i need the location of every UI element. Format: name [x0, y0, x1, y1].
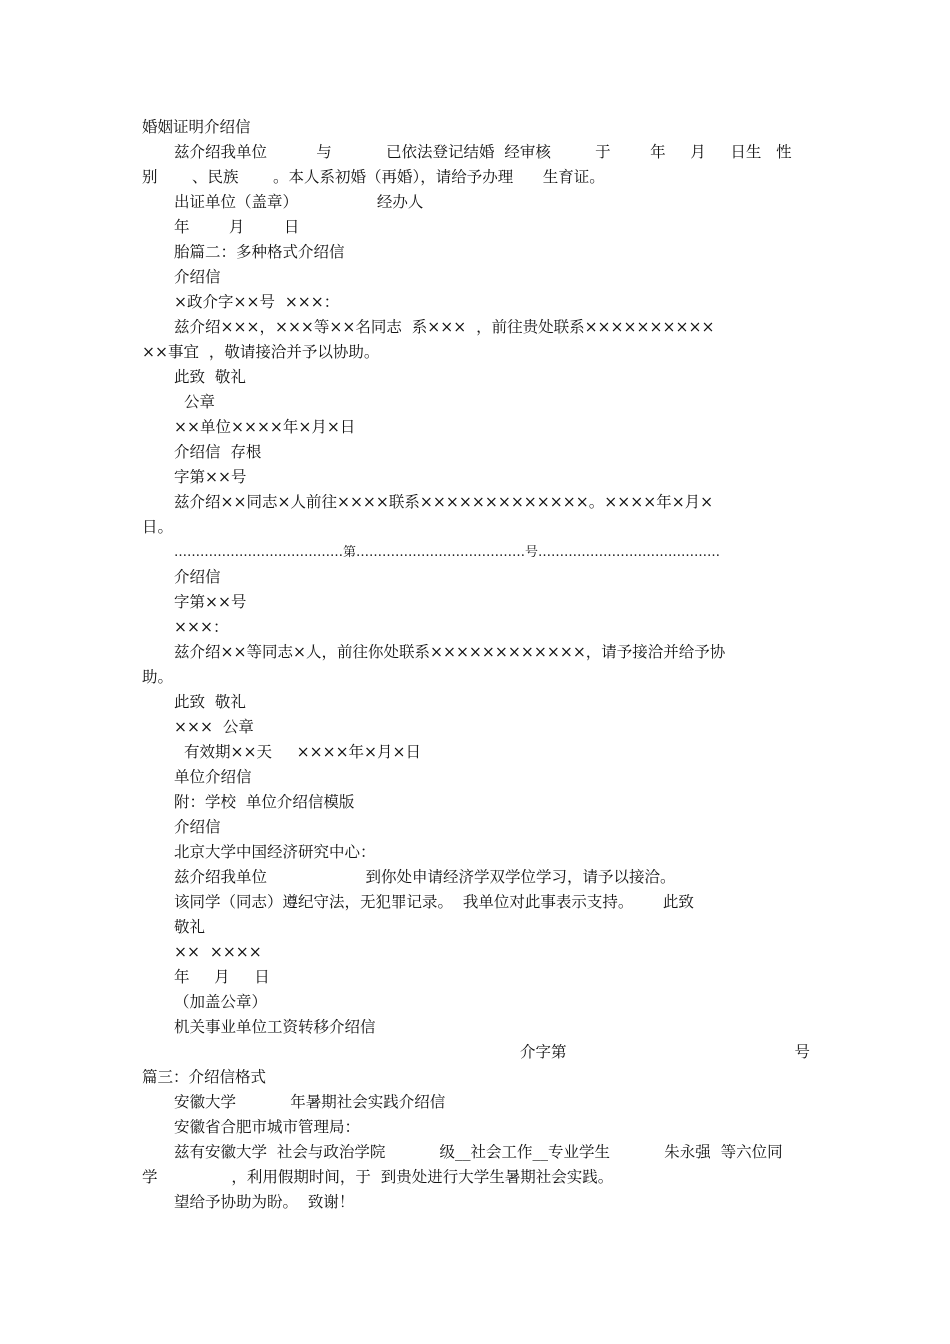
letter-title: 介绍信 — [174, 268, 221, 286]
reference-line: 字第××号 — [174, 468, 247, 486]
closing-line: 敬礼 — [174, 918, 206, 936]
unit-date-line: ××单位××××年×月×日 — [174, 418, 356, 436]
paragraph-line: 兹有安徽大学 社会与政治学院 级__社会工作__专业学生 朱永强 等六位同 — [174, 1143, 783, 1161]
salutation-line: 此致 敬礼 — [174, 368, 246, 386]
letter-title: 介绍信 — [174, 818, 221, 836]
number-row-char: 号 — [794, 1043, 810, 1061]
closing-line: 望给予协助为盼。 致谢！ — [174, 1193, 355, 1211]
salutation-line: 此致 敬礼 — [174, 693, 246, 711]
perforation-line: …………………………………第…………………………………号…………………………………… — [174, 545, 720, 560]
paragraph-line: 兹介绍×××，×××等××名同志 系××× ，前往贵处联系×××××××××× — [174, 318, 715, 336]
stub-title: 介绍信 存根 — [174, 443, 262, 461]
paragraph-line: 兹介绍××同志×人前往××××联系×××××××××××××。××××年×月× — [174, 493, 714, 511]
paragraph-line: 日。 — [142, 518, 174, 536]
date-line: 年 月 日 — [174, 218, 300, 236]
validity-line: 有效期××天 ××××年×月×日 — [184, 743, 422, 761]
date-line: 年 月 日 — [174, 968, 270, 986]
section-heading: 篇三：介绍信格式 — [142, 1068, 267, 1086]
paragraph-line: ××事宜 ，敬请接洽并予以协助。 — [142, 343, 380, 361]
addressee-line: 北京大学中国经济研究中心： — [174, 843, 376, 861]
heading-marriage-letter: 婚姻证明介绍信 — [142, 118, 251, 136]
number-row-char: 第 — [551, 1043, 567, 1061]
section-title: 机关事业单位工资转移介绍信 — [174, 1018, 376, 1036]
addressee-line: 安徽省合肥市城市管理局： — [174, 1118, 361, 1136]
reference-line: 字第××号 — [174, 593, 247, 611]
number-row-char: 字 — [535, 1043, 552, 1061]
signature-line: ×× ×××× — [174, 943, 262, 961]
reference-line: ×政介字××号 ×××： — [174, 293, 340, 311]
seal-note: （加盖公章） — [174, 993, 268, 1011]
number-row-char: 介 — [520, 1043, 536, 1061]
paragraph-line: 别 、民族 。本人系初婚（再婚），请给予办理 生育证。 — [142, 168, 605, 186]
number-row — [520, 1040, 810, 1065]
letter-title: 介绍信 — [174, 568, 221, 586]
seal-label: 公章 — [184, 393, 216, 411]
attachment-line: 附：学校 单位介绍信模版 — [174, 793, 355, 811]
seal-line: ××× 公章 — [174, 718, 254, 736]
paragraph-line: 兹介绍我单位 与 已依法登记结婚 经审核 于 年 月 日生 性 — [174, 143, 792, 161]
paragraph-line: 兹介绍我单位 到你处申请经济学双学位学习，请予以接洽。 — [174, 868, 676, 886]
addressee-line: ×××： — [174, 618, 229, 636]
section-heading: 胎篇二：多种格式介绍信 — [174, 243, 345, 261]
paragraph-line: 兹介绍××等同志×人，前往你处联系××××××××××××，请予接洽并给予协 — [174, 643, 726, 661]
paragraph-line: 学 ，利用假期时间，于 到贵处进行大学生暑期社会实践。 — [142, 1168, 614, 1186]
paragraph-line: 助。 — [142, 668, 174, 686]
issuer-line: 出证单位（盖章） 经办人 — [174, 193, 424, 211]
section-title: 单位介绍信 — [174, 768, 252, 786]
letter-title: 安徽大学 年暑期社会实践介绍信 — [174, 1093, 446, 1111]
paragraph-line: 该同学（同志）遵纪守法，无犯罪记录。 我单位对此事表示支持。 此致 — [174, 893, 694, 911]
